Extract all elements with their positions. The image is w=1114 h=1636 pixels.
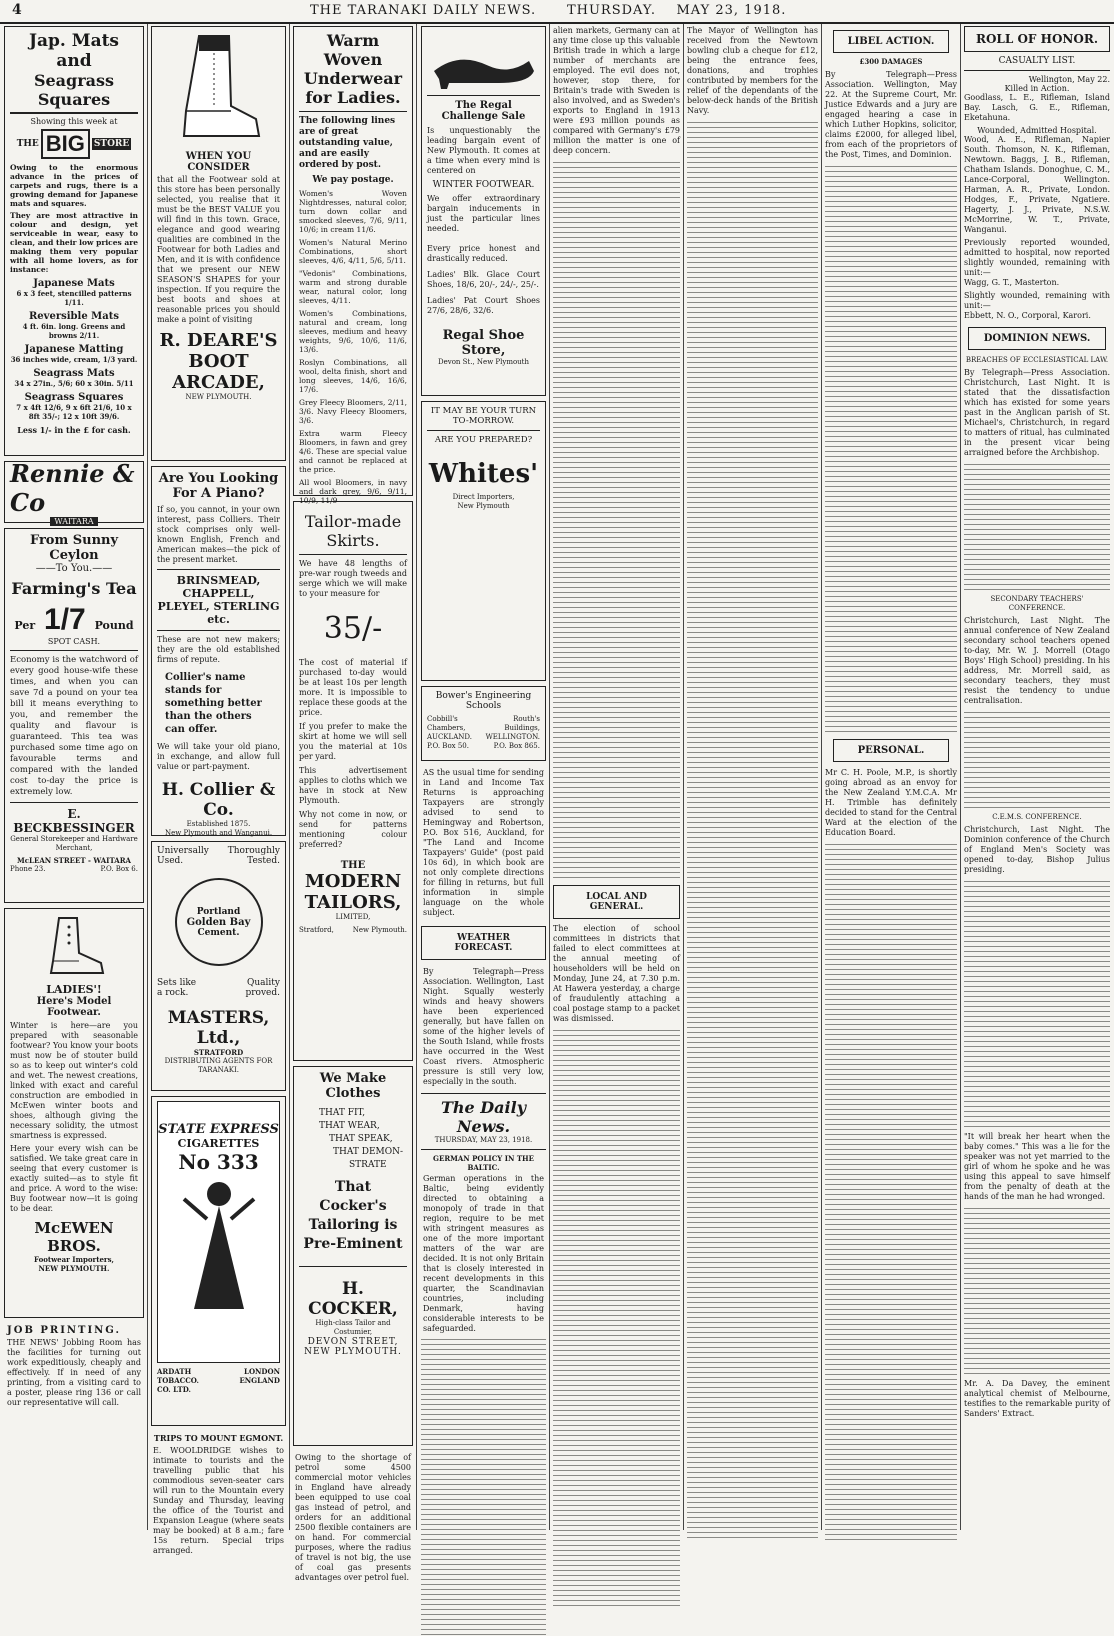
ad-text: NEW PLYMOUTH. [304,1347,402,1357]
ad-text: General Storekeeper and Hardware Merchant, [10,835,138,852]
casualty-list: Wagg, G. T., Masterton. [964,278,1060,287]
deare-boot-ad [151,26,286,461]
body-text-block [553,159,680,879]
ad-heading: WHEN YOU CONSIDER [185,151,252,173]
column-1 [4,26,144,1526]
list-item-detail: 36 inches wide, cream, 1/3 yard. [10,355,138,364]
ad-heading: for Ladies. [305,88,401,107]
woman-figure-icon [179,1174,259,1314]
column-6 [687,26,818,1526]
article-text: "It will break her heart when the baby comes." This was a lie for the speaker was not yet married to the girl of whom he spoke and he was using this appeal to save himself from the penalty of death at the hands of the man he had wronged. [964,1132,1110,1201]
ad-heading: ARE YOU PREPARED? [434,435,533,445]
ad-heading: We Make Clothes [319,1071,387,1101]
column-rule [960,24,961,1530]
ad-heading: Bower's Engineering Schools [435,691,532,711]
ad-text: Collier's name stands for something better than the others can offer. [165,672,262,735]
fit-list: THAT FIT, THAT WEAR, THAT SPEAK, THAT DEMON- STRATE [319,1108,404,1170]
piano-ad [151,466,286,836]
article-text: Christchurch, Last Night. The Dominion conference of the Church of England Men's Society was opened to-day, Bishop Julius presiding. [964,825,1110,874]
list-item: All wool Bloomers, in navy and dark grey, 9/6, 9/11, 10/9, 11/9 [299,478,407,505]
underwear-ad [293,26,413,505]
list-item-detail: 4 ft. 6in. long. Greens and browns 2/11. [22,322,126,340]
ad-text: Footwear Importers, [34,1255,114,1264]
page-number: 4 [12,2,22,18]
article-text: By Telegraph—Press Association. Christchurch, Last Night. It is stated that the dissatisfaction which has existed for some years past in the Anglican parish of St. Michael's, Christchurch, in regard to matters of ritual, has culminated in the present vicar being arraigned before the Archbishop. [964,368,1110,457]
list-item: Seagrass Mats [33,368,115,379]
bower-ad: Bower's Engineering Schools Cobbill's Chambers, AUCKLAND. P.O. Box 50. Routh's Buildings, WELLINGTON. P.O. Box 865. [421,686,546,761]
job-printing [4,1323,144,1410]
article-text: alien markets, Germany can at any time close up this valuable British trade in which a large number of merchants are employed. The evil does not, however, stop there, for Britain's trade with Sweden is also involved, and as Sweden's exports to England in 1913 were £93 million pounds as compared with Germany's £79 million the matter is one of deep concern. [553,26,680,155]
dominion-news-heading: DOMINION NEWS. [968,327,1106,350]
ad-heading: For A Piano? [172,486,265,501]
body-text-block [964,461,1110,591]
list-item: Women's Woven Nightdresses, natural color, turn down collar and smocked sleeves, 7/6, 9/11, 10/6; in cream 11/6. [299,189,407,234]
ad-text: WINTER FOOTWEAR. [432,180,535,190]
list-item: Women's Combinations, natural and cream, long sleeves, medium and heavy weights, 9/6, 10/6, 11/6, 13/6. [299,309,407,354]
ad-heading: MODERN [304,871,402,892]
ad-heading: H. COCKER, [308,1279,398,1319]
ad-heading: Jap. Mats and [28,31,120,71]
ad-text: Established 1875. [186,820,251,828]
ad-heading: That Cocker's [319,1179,387,1214]
list-item: Seagrass Squares [24,392,124,403]
ad-heading: Here's Model Footwear. [36,996,112,1018]
casualty-list: Ebbett, N. O., Corporal, Karori. [964,311,1091,320]
ad-heading: H. Collier & Co. [161,780,276,820]
article-heading: BREACHES OF ECCLESIASTICAL LAW. [965,356,1109,364]
column-rule [821,24,822,1530]
list-item: Extra warm Fleecy Bloomers, in fawn and grey 4/6. These are special value and cannot be replaced at the price. [299,429,407,474]
cigarettes-ad: STATE EXPRESS CIGARETTES No 333 ARDATH TOBACCO. CO. LTD. LONDON ENGLAND [151,1096,286,1426]
ad-text: Owing to the enormous advance in the prices of carpets and rugs, there is a growing demand for Japanese mats and squares. [10,163,138,208]
ad-heading: Seagrass Squares [10,71,138,114]
ad-text: NEW PLYMOUTH. [38,1264,110,1273]
ad-heading: Are You Looking [158,471,279,486]
article-heading: SECONDARY TEACHERS' CONFERENCE. [990,595,1084,612]
list-item: Japanese Mats [33,278,115,289]
jap-mats-ad [4,26,144,456]
libel-heading: LIBEL ACTION. [833,30,949,53]
ad-text: Every price honest and drastically reduced. [427,244,540,263]
ad-text: NEW PLYMOUTH. [185,393,252,401]
ad-heading: Warm Woven [323,31,383,69]
list-item: Japanese Matting [24,344,124,355]
article-heading: C.E.M.S. CONFERENCE. [992,813,1082,821]
ad-text: The cost of material if purchased to-day would be at least 10s per length more. It is impossible to replace these goods at the price. [299,658,407,717]
ad-heading: LADIES'! [46,983,102,996]
issue-day: THURSDAY. [566,3,656,18]
article-text: Slightly wounded, remaining with unit:— [964,291,1110,310]
column-rule [416,24,417,1530]
list-item: Women's Natural Merino Combinations, short sleeves, 4/6, 4/11, 5/6, 5/11. [299,238,407,265]
article-text: German operations in the Baltic, being evidently directed to obtaining a monopoly of trade in that region, require to be met with stringent measures as one of the more important matters of the war are decided. It is not only Britain that is closely interested in recent developments in this quarter, the Scandinavian countries, including Denmark, having considerable interests to be safeguarded. [423,1174,544,1333]
ad-text: New Plymouth and Wanganui. [164,829,273,837]
body-text-block [964,878,1110,1128]
article-text: The election of school committees in districts that failed to elect committees at the annual meeting of householders will be held on Monday, June 24, at 7.30 p.m. At Hawera yesterday, a charge of fraudulently attaching a coal postage stamp to a packet was dismissed. [553,924,680,1023]
list-item: Reversible Mats [29,311,119,322]
issue-date: MAY 23, 1918. [676,3,787,18]
ad-text: Phone 23. P.O. Box 6. [10,865,138,873]
list-item: Roslyn Combinations, all wool, delta finish, short and long sleeves, 14/6, 16/6, 17/6. [299,358,407,394]
column-4 [421,26,546,1526]
column-rule [683,24,684,1530]
masthead [0,0,1114,24]
article-text: Mr C. H. Poole, M.P., is shortly going abroad as an envoy for the New Zealand Y.M.C.A. Mr H. Trimble has definitely decided to stand for the Central Ward at the election of the Education Board. [825,768,957,837]
column-3 [293,26,413,1582]
dateline: Wellington, May 22. [1028,75,1110,84]
ad-text: Devon St., New Plymouth [437,358,529,366]
tea-ad [4,528,144,903]
body-text-block [825,841,957,1541]
roll-of-honor-heading: ROLL OF HONOR. [964,26,1110,52]
column-rule [549,24,550,1530]
ad-heading: Tailoring is [308,1217,398,1233]
big-store-logo: THE BIG STORE [10,129,138,159]
ad-heading: Farming's Tea [11,579,137,598]
rennie-logo: Rennie & Co [10,458,135,517]
column-8 [964,26,1110,1526]
ad-text: Direct Importers, [452,493,515,501]
body-text-block [421,1336,546,1636]
ad-text: Economy is the watchword of every good house-wife these times, and when you can save 7d a pound on your tea bill it means everything to you, and remember the quality and flavour is guaranteed. This tea was purchased some time ago on favourable terms and compared with the landed cost to-day the price is extremely low. [10,655,138,797]
body-text-block [553,1027,680,1607]
ad-text: ——To You.—— [35,563,113,574]
column-rule [147,24,148,1530]
ad-text: The following lines are of great outstanding value, and are easily ordered by post. [299,116,396,170]
section-heading: JOB PRINTING. [7,1325,121,1336]
ad-heading: R. DEARE'S [159,330,278,351]
column-rule [289,24,290,1530]
newspaper-nameplate: The Daily News. [441,1098,526,1136]
cigarette-illustration: STATE EXPRESS CIGARETTES No 333 [157,1101,280,1363]
ad-heading: Skirts. [326,531,380,550]
ad-text: that all the Footwear sold at this store has been personally selected, you realise that it must be the BEST VALUE you will find in this town. Grace, elegance and good wearing qualities are combined in the Footwear for both Ladies and Men, and it is with confidence that we present our NEW SEASON'S SHAPES for your inspection. If you require the best boots and shoes at reasonable prices you should make a point of visiting [157,175,280,324]
article-text: By Telegraph—Press Association. Wellington, May 22. At the Supreme Court, Mr. Justice Edwards and a jury are engaged hearing a case in which Luther Hopkins, solicitor, claims £2000, for alleged libel, from each of the proprietors of the Post, Times, and Dominion. [825,70,957,159]
ad-text: Here your every wish can be satisfied. We take great care in seeing that every customer is exactly suited—as to style fit and price. A word to the wise: Buy footwear now—it is going to be dear. [10,1144,138,1213]
ad-text: High-class Tailor and Costumier, [315,1319,391,1336]
ad-heading: The Regal Challenge Sale [441,100,526,122]
ad-text: DEVON STREET, [307,1337,399,1347]
ad-heading: MASTERS, Ltd., [167,1008,270,1048]
article-text: Previously reported wounded, admitted to hospital, now reported slightly wounded, remaining with unit:— [964,238,1110,277]
body-text-block [964,1205,1110,1375]
list-heading: Wounded, Admitted Hospital. [977,126,1097,135]
court-shoe-icon [429,31,539,91]
personal-heading: PERSONAL. [833,739,949,762]
list-item-detail: 6 x 3 feet, stencilled patterns 1/11. [16,289,132,307]
ad-text: Winter is here—are you prepared with seasonable footwear? You know your boots must now be of stouter build so as to keep out winter's cold and wet. The newest creations, linked with exact and careful construction are embodied in McEwen winter boots and shoes, although giving the necessary solidity, the utmost smartness is expressed. [10,1021,138,1140]
ad-text: We pay postage. [312,175,394,185]
article-text: Mr. A. Da Davey, the eminent analytical chemist of Melbourne, testifies to the remarkable purity of Sanders' Extract. [964,1379,1110,1418]
body-text-block [687,119,818,1539]
ad-text: LIMITED, [335,913,371,921]
ad-heading: TRIPS TO MOUNT EGMONT. [153,1433,284,1443]
ad-text: SPOT CASH. [47,637,101,646]
article-text: Christchurch, Last Night. The annual conference of New Zealand secondary school teachers opened to-day, Mr. W. J. Morrell (Otago Boys' High School) presiding. In his address, Mr. Morrell said, as secondary teachers, they must resist the tendency to undue centralisation. [964,616,1110,705]
ad-heading: Pre-Eminent [303,1236,403,1252]
article-subheading: £300 DAMAGES [859,57,923,66]
ad-text: Is unquestionably the leading bargain event of New Plymouth. It comes at a time when every mind is centered on [427,126,540,175]
article-subheading: CASUALTY LIST. [998,56,1076,66]
mount-egmont-ad [151,1431,286,1558]
article-heading: GERMAN POLICY IN THE BALTIC. [433,1154,534,1172]
skirt-price: 35/- [323,611,383,646]
list-item: "Vedonis" Combinations, warm and strong durable wear, natural color, long sleeves, 4/11. [299,269,407,305]
ad-text: Showing this week at [30,117,118,126]
ad-text: We offer extraordinary bargain inducements in just the particular lines needed. [427,194,540,233]
ad-text: We have 48 lengths of pre-war rough tweeds and serge which we will make to your measure for [299,559,407,598]
ad-heading: Regal Shoe Store, [442,328,525,358]
ad-text: This advertisement applies to cloths which we have in stock at New Plymouth. [299,766,407,805]
column-5 [553,26,680,1526]
cocker-ad [293,1066,413,1446]
issue-date: THURSDAY, MAY 23, 1918. [434,1136,533,1144]
ad-text: If you prefer to make the skirt at home we will sell you the material at 10s per yard. [299,722,407,761]
local-general-heading: LOCAL AND GENERAL. [553,885,680,919]
ad-heading: Underwear [303,69,403,88]
list-item-detail: 34 x 27in., 5/6; 60 x 30in. 5/11 [14,379,134,388]
tailor-skirts-ad: Tailor-made Skirts. We have 48 lengths of pre-war rough tweeds and serge which we will make to your measure for 35/- The cost of material if purchased to-day would be at least 10s per length more. It is impossible to replace these goods at the price. If you prefer to make the skirt at home we will sell you the material at 10s per yard. This advertisement applies to cloths which we have in stock at New Plymouth. Why not come in now, or send for patterns mentioning colour preferred? THE MODERN TAILORS, LIMITED, Stratford, New Plymouth. [293,501,413,1061]
newspaper-title: THE TARANAKI DAILY NEWS. [310,3,537,18]
ad-text: New Plymouth [457,502,510,510]
article-text: AS the usual time for sending in Land and Income Tax Returns is approaching Taxpayers are strongly advised to send to Hemingway and Robertson, P.O. Box 516, Auckland, for "The Land and Income Taxpayers' Guide" (post paid 10s 6d), in which book are not only complete directions for filling in returns, but full information in simple language on the whole subject. [423,768,544,917]
ad-heading: E. BECKBESSINGER [13,807,135,835]
article-text: The Mayor of Wellington has received from the Newtown bowling club a cheque for £12, being the entrance fees, donations, and trophies contributed by members for the relief of the dependants of the below-deck hands of the British Navy. [687,26,818,115]
rennie-logo-ad: Rennie & Co WAITARA [4,461,144,523]
list-item: Grey Fleecy Bloomers, 2/11, 3/6. Navy Fleecy Bloomers, 3/6. [299,398,407,425]
ad-heading: Tailor-made [304,512,402,531]
list-item-detail: 7 x 4ft 12/6, 9 x 6ft 21/6, 10 x 8ft 35/-; 12 x 10ft 39/6. [16,403,132,421]
ad-text: Less 1/- in the £ for cash. [17,425,131,435]
ad-heading: Whites' [428,459,539,489]
ad-text: Why not come in now, or send for patterns mentioning colour preferred? [299,810,407,849]
ad-text: Ladies' Blk. Glace Court Shoes, 18/6, 20/-, 24/-, 25/-. [427,270,540,289]
column-2 [151,26,286,1555]
ad-text: They are most attractive in colour and design, yet serviceable in wear, easy to clean, and their low prices are making them very popular with all home lovers, as for instance: [10,211,138,274]
ad-text: These are not new makers; they are the old established firms of repute. [157,635,280,664]
ad-heading: McEWEN BROS. [34,1219,114,1255]
ad-text: We will take your old piano, in exchange, and allow full value or part-payment. [157,742,280,771]
ad-text: E. WOOLDRIDGE wishes to intimate to tourists and the travelling public that his commodious seven-seater cars will run to the Mountain every Sunday and Thursday, leaving the office of the Tourist and Expansion League (where seats may be booked) at 8 a.m.; fare 15s return. Special trips arranged. [153,1446,284,1555]
ad-text: If so, you cannot, in your own interest, pass Colliers. Their stock comprises only well-known English, French and American makes—the pick of the present market. [157,505,280,564]
ad-heading: TAILORS, [304,892,402,913]
mcewen-ad [4,908,144,1318]
price-list [10,278,138,421]
body-text-block [825,163,957,733]
ad-heading: BRINSMEAD, CHAPPELL, PLEYEL, STERLING etc. [157,574,280,626]
weather-heading: WEATHER FORECAST. [421,926,546,960]
whites-ad [421,401,546,681]
body-text-block [964,709,1110,809]
ad-heading: ARCADE, [172,372,265,393]
ad-text: Ladies' Pat Court Shoes 27/6, 28/6, 32/6. [427,296,540,315]
cement-ad: Universally Thoroughly Used. Tested. Portland Golden Bay Cement. Sets like Quality a rock. proved. MASTERS, Ltd., STRATFORD DISTRIBUTING AGENTS FOR TARANAKI. [151,841,286,1091]
ad-text: THE NEWS' Jobbing Room has the facilities for turning out work expeditiously, cheaply and effectively. If in need of any printing, from a visiting card to a poster, please ring 136 or call our representative will call. [7,1338,141,1407]
tea-price: Per 1/7 Pound [14,603,134,636]
ad-text: DISTRIBUTING AGENTS FOR TARANAKI. [164,1057,273,1074]
price-list [299,189,407,505]
cement-seal: Portland Golden Bay Cement. [175,878,263,966]
list-heading: Killed in Action. [1004,84,1070,93]
ladies-boot-icon [39,913,109,983]
article-text: Owing to the shortage of petrol some 4500 commercial motor vehicles in England have already been equipped to use coal gas instead of petrol, and orders for an additional 2500 flexible containers are on hand. For commercial purposes, where the radius of travel is not big, the use of coal gas presents advantages over petrol fuel. [295,1453,411,1582]
casualty-list: Wood, A. E., Rifleman, Napier South. Thomson, N. K., Rifleman, Newtown. Baggs, J. B., Rifleman, Chatham Islands. Donoghue, C. M., Lance-Corporal, Wellington. Harman, A. R., Private, London. Hodges, F., Private, Ngatiere. Hagerty, J. J., Private, N.S.W. McMorrine, W. T., Private, Wanganui. [964,135,1110,234]
boot-icon [174,31,264,151]
ad-text: STRATFORD [193,1048,244,1057]
ad-heading: IT MAY BE YOUR TURN TO-MORROW. [430,406,537,426]
casualty-list: Goodlass, L. E., Rifleman, Island Bay. Lasch, G. E., Rifleman, Eketahuna. [964,93,1110,122]
ad-heading: From Sunny Ceylon [29,533,119,563]
masthead-title [310,3,786,18]
column-7 [825,26,957,1526]
ad-heading: BOOT [188,351,249,372]
ad-heading: THE [340,860,366,871]
article-text: By Telegraph—Press Association. Wellington, Last Night. Squally westerly winds and heavy showers have been experienced generally, but have fallen on some of the higher levels of the South Island, while frosts have occurred in the West Coast rivers. Atmospheric pressure is still very low, especially in the south. [423,967,544,1086]
ad-text: McLEAN STREET - WAITARA [17,856,131,865]
regal-shoe-ad [421,26,546,396]
